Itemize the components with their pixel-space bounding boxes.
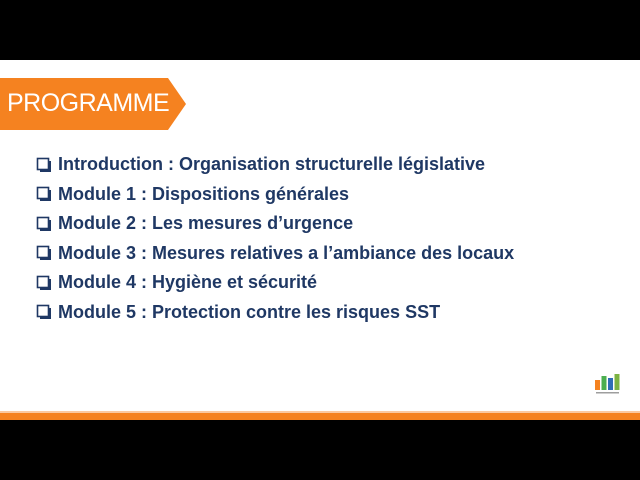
checkbox-icon — [36, 186, 52, 202]
list-item-label: Module 3 : Mesures relatives a l’ambiance des locaux — [58, 242, 515, 263]
checkbox-icon — [36, 245, 52, 261]
list-item-label: Module 2 : Les mesures d’urgence — [58, 213, 354, 234]
list-item-label: Module 5 : Protection contre les risques SST — [58, 301, 441, 322]
slide-title: PROGRAMME — [7, 89, 170, 117]
footer-accent-bar — [0, 413, 640, 420]
list-item-label: Introduction : Organisation structurelle législative — [58, 154, 486, 175]
checkbox-icon — [36, 275, 52, 291]
checkbox-icon — [36, 304, 52, 320]
list-item — [36, 239, 514, 269]
list-item — [36, 209, 514, 239]
list-item — [36, 180, 514, 210]
checkbox-icon — [36, 157, 52, 173]
list-item-label: Module 1 : Dispositions générales — [58, 183, 350, 204]
list-item-label: Module 4 : Hygiène et sécurité — [58, 272, 318, 293]
list-item — [36, 150, 514, 180]
company-logo-icon — [594, 372, 622, 396]
title-banner — [0, 78, 186, 130]
list-item — [36, 268, 514, 298]
list-item — [36, 298, 514, 328]
presentation-slide — [0, 60, 640, 420]
agenda-list — [36, 150, 514, 327]
checkbox-icon — [36, 216, 52, 232]
